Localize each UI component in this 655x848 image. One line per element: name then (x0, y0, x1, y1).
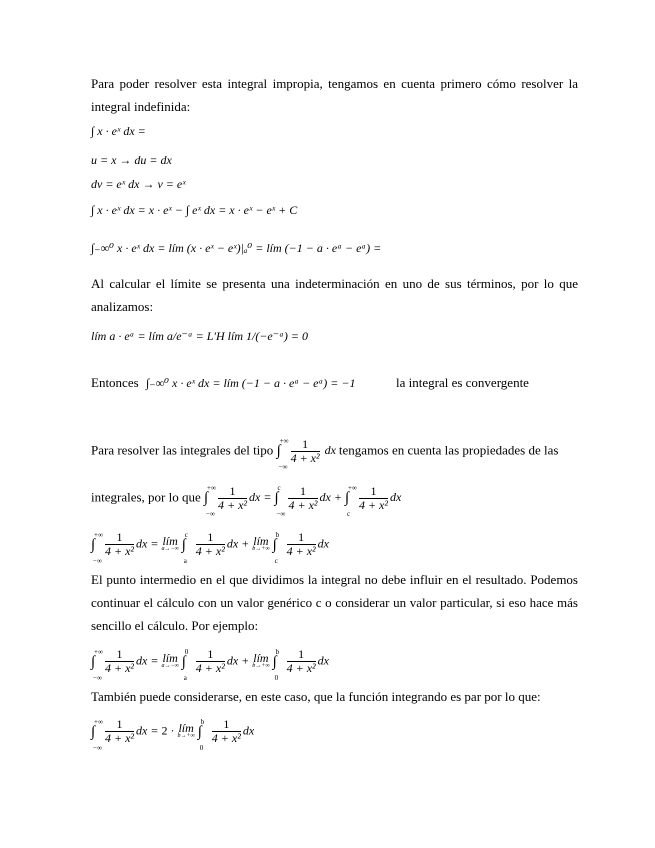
equation-split-c: ∫ +∞ −∞ $\frac{1}{\text{4 + x²}}$ dx = ∫ c −∞ $\frac{1}{\text{4 + x²}}$ dx + ∫ +∞ c $\frac{1}{\text{4 + x²}}$ dx (204, 484, 402, 518)
equation-integral-setup: ∫ x · eˣ dx = (91, 124, 146, 138)
label-entonces: Entonces (91, 375, 139, 390)
equation-result: ∫₋∞⁰ x · eˣ dx = lím (−1 − a · eᵃ − eᵃ) = −1 (146, 376, 356, 390)
text-type-b: tengamos en cuenta las propiedades de las (338, 442, 559, 458)
equation-lhopital: lím a · eᵃ = lím a/e⁻ᵃ = L'H lím 1/(−e⁻ᵃ) = 0 (91, 329, 308, 343)
paragraph-type-integral (91, 437, 578, 471)
equation-improper-limit: ∫₋∞⁰ x · eˣ dx = lím (x · eˣ − eˣ)|ₐ⁰ = lím (−1 − a · eᵃ − eᵃ) = (91, 241, 382, 255)
equation-dv-substitution: dv = eˣ dx → v = eˣ (91, 177, 186, 191)
text-properties: integrales, por lo que (91, 489, 201, 505)
paragraph-properties (91, 484, 578, 518)
paragraph-intermediate-point: El punto intermedio en el que dividimos la integral no debe influir en el resultado. Podemos continuar el cálculo con un valor genérico c o considerar un valor particular, si eso hace más sencillo el cálculo. Por ejemplo: (91, 572, 578, 633)
paragraph-even-function: También puede considerarse, en este caso, que la función integrando es par por lo que: (91, 689, 541, 704)
equation-split-limits-zero: ∫ +∞ −∞ $\frac{1}{\text{4 + x²}}$ dx = lím a→−∞ ∫ 0 a $\frac{1}{\text{4 + x²}}$ dx + lím b→+∞ ∫ b 0 $\frac{1}{\text{4 + x²}}$ dx (91, 647, 329, 682)
equation-even-function: ∫ +∞ −∞ $\frac{1}{\text{4 + x²}}$ dx = 2 · lím b→+∞ ∫ b 0 $\frac{1}{\text{4 + x²}}$ dx (91, 717, 255, 752)
paragraph-indeterminate: Al calcular el límite se presenta una indeterminación en uno de sus términos, por lo que analizamos: (91, 276, 578, 314)
equation-split-limits-c: ∫ +∞ −∞ $\frac{1}{\text{4 + x²}}$ dx = lím a→−∞ ∫ c a $\frac{1}{\text{4 + x²}}$ dx + lím b→+∞ ∫ b c $\frac{1}{\text{4 + x²}}$ dx (91, 530, 329, 565)
equation-u-substitution: u = x → du = dx (91, 153, 172, 167)
equation-integration-by-parts: ∫ x · eˣ dx = x · eˣ − ∫ eˣ dx = x · eˣ − eˣ + C (91, 203, 298, 217)
fraction: $\frac{1}{\text{4 + x²}}$ (290, 437, 320, 465)
label-convergent: la integral es convergente (396, 375, 529, 390)
equation-type-integral: ∫ +∞ −∞ $\frac{1}{\text{4 + x²}}$ dx (276, 437, 336, 471)
integral-symbol: ∫ +∞ −∞ (276, 437, 289, 471)
text-type-a: Para resolver las integrales del tipo (91, 442, 274, 458)
paragraph-intro: Para poder resolver esta integral impropia, tengamos en cuenta primero cómo resolver la integral indefinida: (91, 76, 578, 114)
